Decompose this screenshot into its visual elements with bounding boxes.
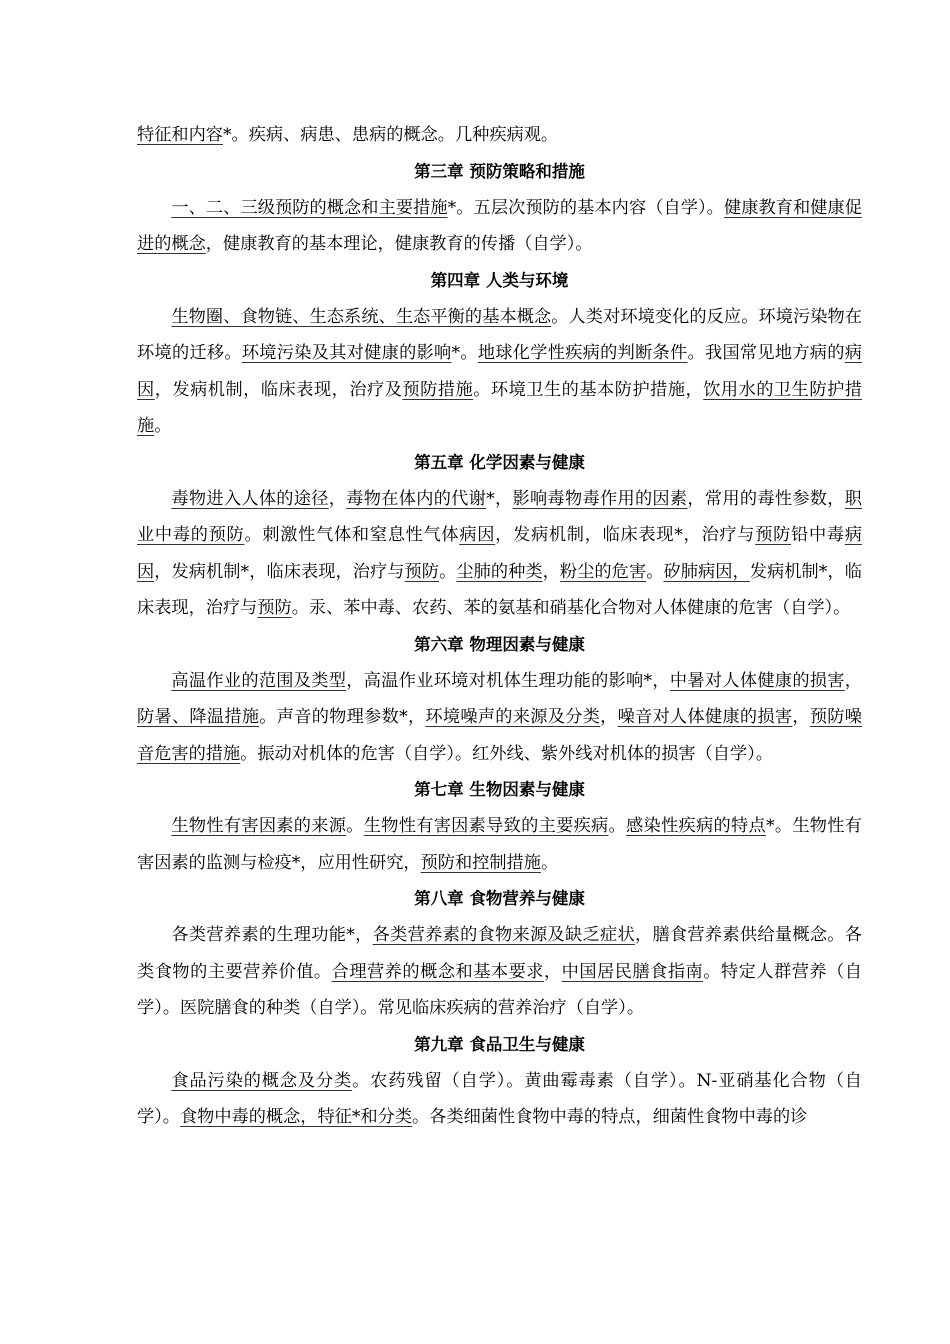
text-segment: 发病机制*，临床表现，治疗与 — [137, 561, 862, 618]
underlined-key-point: 预防 — [257, 598, 292, 618]
underlined-key-point: 食物中毒的概念，特征*和分类 — [179, 1107, 413, 1127]
underlined-key-point: 粉尘的危害 — [559, 561, 647, 582]
chapter-paragraph — [137, 663, 862, 773]
chapter-heading: 第九章 食品卫生与健康 — [414, 1034, 585, 1054]
text-segment: 。环境卫生的基本防护措施， — [473, 379, 704, 400]
text-segment: 。刺激性气体和窒息性气体 — [244, 525, 460, 545]
text-segment: ， — [542, 561, 560, 582]
text-segment: 各类营养素的生理功能*， — [171, 925, 373, 945]
underlined-key-point: 一、二、三级预防的概念和主要措施 — [171, 197, 448, 218]
chapter-paragraph — [137, 117, 862, 154]
text-segment: ，发病机制*，临床表现，治疗与 — [154, 561, 405, 582]
underlined-key-point: 尘肺的种类 — [456, 561, 543, 582]
chapter-paragraph — [137, 190, 862, 263]
underlined-key-point: 预防 — [755, 525, 792, 545]
underlined-key-point: 中暑对人体健康的损害 — [669, 670, 845, 691]
text-segment: 。 — [608, 816, 627, 836]
text-segment: *， — [486, 488, 513, 509]
text-segment: ， — [600, 707, 618, 727]
chapter-heading: 第八章 食物营养与健康 — [414, 889, 585, 908]
text-segment: ，发病机制，临床表现，治疗及 — [154, 379, 403, 400]
underlined-key-point: 预防和控制措施 — [420, 852, 541, 873]
text-segment: ，高温作业环境对机体生理功能的影响*， — [346, 670, 670, 691]
underlined-key-point: 生物性有害因素导致的主要疾病 — [363, 816, 609, 836]
text-segment: 。汞、苯中毒、农药、苯的氨基和硝基化合物对人体健康的危害（自学）。 — [291, 598, 851, 618]
text-segment: 。农药残留（自学）。黄曲霉毒素（自学）。N-亚硝基化合物（自学）。 — [137, 1070, 862, 1127]
text-segment: ，健康教育的基本理论，健康教育的传播（自学）。 — [205, 234, 593, 254]
underlined-key-point: 健康教育和健康促进的概念 — [137, 197, 862, 254]
text-segment: 。各类细菌性食物中毒的特点，细菌性食物中毒的诊 — [412, 1107, 808, 1127]
text-segment: 铅中毒 — [791, 525, 845, 545]
underlined-key-point: 预防 — [404, 561, 440, 582]
text-segment: 。 — [646, 561, 664, 582]
underlined-key-point: 病因 — [137, 525, 862, 582]
chapter-heading: 第三章 预防策略和措施 — [414, 161, 585, 181]
underlined-key-point: 病因 — [137, 343, 862, 400]
underlined-key-point: 病因 — [459, 525, 496, 545]
underlined-key-point: 生物性有害因素的来源 — [171, 816, 347, 836]
text-segment: *。 — [451, 343, 478, 363]
text-segment: ，发病机制，临床表现*，治疗与 — [495, 525, 756, 545]
text-segment: ，常用的毒性参数， — [687, 488, 845, 509]
chapter-heading: 第四章 人类与环境 — [430, 270, 569, 290]
underlined-key-point: 各类营养素的食物来源及缺乏症状 — [372, 925, 635, 945]
text-segment: 。特定人群营养（自学）。医院膳食的种类（自学）。常见临床疾病的营养治疗（自学）。 — [137, 961, 862, 1018]
underlined-key-point: 中国居民膳食指南 — [561, 961, 704, 982]
underlined-key-point: 环境污染及其对健康的影响 — [241, 343, 452, 363]
document-page — [137, 117, 862, 1136]
text-segment: ， — [328, 488, 347, 509]
text-segment: *。五层次预防的基本内容（自学）。 — [447, 197, 724, 218]
text-segment: ， — [543, 961, 562, 982]
chapter-paragraph — [137, 481, 862, 627]
underlined-key-point: 毒物在体内的代谢 — [346, 488, 487, 509]
text-segment: 。 — [346, 816, 364, 836]
underlined-key-point: 防暑、降温措施 — [137, 707, 260, 727]
text-segment: ，膳食营养素供给量概念。各类食物的主要营养价值。 — [137, 925, 862, 982]
underlined-key-point: 预防噪音危害的措施 — [137, 707, 862, 764]
text-segment: *。生物性有害因素的监测与检疫*，应用性研究， — [137, 816, 862, 873]
underlined-key-point: 合理营养的概念和基本要求 — [331, 961, 544, 982]
underlined-key-point: 矽肺病因， — [663, 561, 750, 582]
underlined-key-point: 预防措施 — [402, 379, 474, 400]
text-segment: ， — [792, 707, 810, 727]
chapter-paragraph — [137, 299, 862, 445]
underlined-key-point: 食品污染的概念及分类 — [171, 1070, 353, 1091]
underlined-key-point: 高温作业的范围及类型 — [171, 670, 347, 691]
underlined-key-point: 环境噪声的来源及分类 — [425, 707, 601, 727]
underlined-key-point: 毒物进入人体的途径 — [171, 488, 329, 509]
text-segment: 。振动对机体的危害（自学）。红外线、紫外线对机体的损害（自学）。 — [240, 743, 773, 764]
chapter-heading: 第六章 物理因素与健康 — [414, 634, 585, 654]
text-segment: *。疾病、病患、患病的概念。几种疾病观。 — [222, 125, 559, 145]
text-segment: 。我国常见地方病的 — [687, 343, 845, 363]
chapter-paragraph — [137, 1063, 862, 1136]
chapter-paragraph — [137, 808, 862, 881]
underlined-key-point: 饮用水的卫生防护措施 — [137, 379, 862, 436]
text-segment: ， — [844, 670, 862, 691]
text-segment: 。 — [540, 852, 559, 873]
underlined-key-point: 生物圈、食物链、生态系统、生态平衡的基本概念 — [171, 306, 552, 327]
underlined-key-point: 职业中毒的预防 — [137, 488, 862, 545]
underlined-key-point: 影响毒物毒作用的因素 — [512, 488, 688, 509]
text-segment: 。人类对环境变化的反应。环境污染物在环境的迁移。 — [137, 306, 862, 363]
text-segment: 。 — [154, 416, 172, 436]
chapter-paragraph — [137, 917, 862, 1027]
underlined-key-point: 特征和内容 — [137, 125, 223, 145]
chapter-heading: 第五章 化学因素与健康 — [414, 452, 585, 472]
text-segment: 。声音的物理参数*， — [259, 707, 426, 727]
text-segment: 。 — [439, 561, 457, 582]
underlined-key-point: 感染性疾病的特点 — [626, 816, 766, 836]
underlined-key-point: 地球化学性疾病的判断条件 — [477, 343, 688, 363]
chapter-heading: 第七章 生物因素与健康 — [414, 780, 585, 799]
underlined-key-point: 噪音对人体健康的损害 — [617, 707, 793, 727]
